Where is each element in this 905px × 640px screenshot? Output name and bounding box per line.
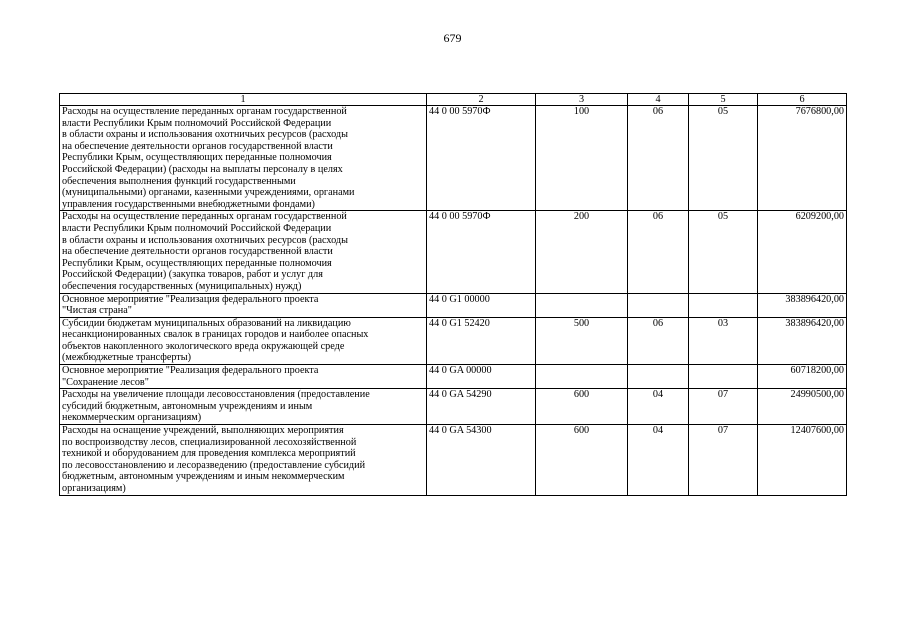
- row-rz: 06: [628, 317, 689, 364]
- row-description: Основное мероприятие "Реализация федерального проекта "Сохранение лесов": [60, 365, 427, 389]
- row-pr: 07: [689, 425, 758, 496]
- row-code: 44 0 00 5970Ф: [427, 106, 536, 211]
- row-code: 44 0 00 5970Ф: [427, 211, 536, 293]
- header-col-6: 6: [758, 94, 847, 106]
- table-row: [60, 106, 847, 211]
- row-amount: 24990500,00: [758, 389, 847, 425]
- row-pr: [689, 365, 758, 389]
- row-vr: 100: [536, 106, 628, 211]
- table-row: [60, 293, 847, 317]
- header-col-1: 1: [60, 94, 427, 106]
- header-col-4: 4: [628, 94, 689, 106]
- row-amount: 383896420,00: [758, 317, 847, 364]
- row-vr: [536, 365, 628, 389]
- row-vr: [536, 293, 628, 317]
- row-vr: 600: [536, 425, 628, 496]
- row-amount: 383896420,00: [758, 293, 847, 317]
- row-code: 44 0 GA 54290: [427, 389, 536, 425]
- row-description: Расходы на оснащение учреждений, выполняющих мероприятия по воспроизводству лесов, специализированной лесохозяйственной техникой и оборудованием для проведения комплекса мероприятий по лесовосстановлению и лесоразведению (предоставление субсидий бюджетным, автономным учреждениям и иным некоммерческим организациям): [60, 425, 427, 496]
- row-rz: [628, 293, 689, 317]
- row-pr: 05: [689, 211, 758, 293]
- row-pr: 03: [689, 317, 758, 364]
- header-col-5: 5: [689, 94, 758, 106]
- table-row: [60, 425, 847, 496]
- page-number: 679: [443, 31, 462, 45]
- table-row: [60, 365, 847, 389]
- row-rz: 04: [628, 389, 689, 425]
- row-amount: 6209200,00: [758, 211, 847, 293]
- row-description: Расходы на осуществление переданных органам государственной власти Республики Крым полномочий Российской Федерации в области охраны и использования охотничьих ресурсов (расходы на обеспечение деятельности органов государственной власти Республики Крым, осуществляющих переданные полномочия Российской Федерации) (закупка товаров, работ и услуг для обеспечения государственных (муниципальных) нужд): [60, 211, 427, 293]
- row-rz: 06: [628, 106, 689, 211]
- row-code: 44 0 GA 00000: [427, 365, 536, 389]
- row-vr: 600: [536, 389, 628, 425]
- header-col-3: 3: [536, 94, 628, 106]
- row-vr: 200: [536, 211, 628, 293]
- row-amount: 7676800,00: [758, 106, 847, 211]
- row-description: Расходы на осуществление переданных органам государственной власти Республики Крым полномочий Российской Федерации в области охраны и использования охотничьих ресурсов (расходы на обеспечение деятельности органов государственной власти Республики Крым, осуществляющих переданные полномочия Российской Федерации) (расходы на выплаты персоналу в целях обеспечения выполнения функций государственными (муниципальными) органами, казенными учреждениями, органами управления государственными внебюджетными фондами): [60, 106, 427, 211]
- row-pr: 05: [689, 106, 758, 211]
- budget-table: [59, 93, 847, 496]
- row-rz: 04: [628, 425, 689, 496]
- row-description: Расходы на увеличение площади лесовосстановления (предоставление субсидий бюджетным, автономным учреждениям и иным некоммерческим организациям): [60, 389, 427, 425]
- header-row: [60, 94, 847, 106]
- table-row: [60, 317, 847, 364]
- row-code: 44 0 G1 52420: [427, 317, 536, 364]
- row-description: Субсидии бюджетам муниципальных образований на ликвидацию несанкционированных свалок в границах городов и наиболее опасных объектов накопленного экологического вреда окружающей среде (межбюджетные трансферты): [60, 317, 427, 364]
- row-pr: 07: [689, 389, 758, 425]
- row-amount: 60718200,00: [758, 365, 847, 389]
- row-code: 44 0 G1 00000: [427, 293, 536, 317]
- table-row: [60, 211, 847, 293]
- row-rz: 06: [628, 211, 689, 293]
- row-amount: 12407600,00: [758, 425, 847, 496]
- row-pr: [689, 293, 758, 317]
- header-col-2: 2: [427, 94, 536, 106]
- row-description: Основное мероприятие "Реализация федерального проекта "Чистая страна": [60, 293, 427, 317]
- row-code: 44 0 GA 54300: [427, 425, 536, 496]
- table-row: [60, 389, 847, 425]
- row-rz: [628, 365, 689, 389]
- row-vr: 500: [536, 317, 628, 364]
